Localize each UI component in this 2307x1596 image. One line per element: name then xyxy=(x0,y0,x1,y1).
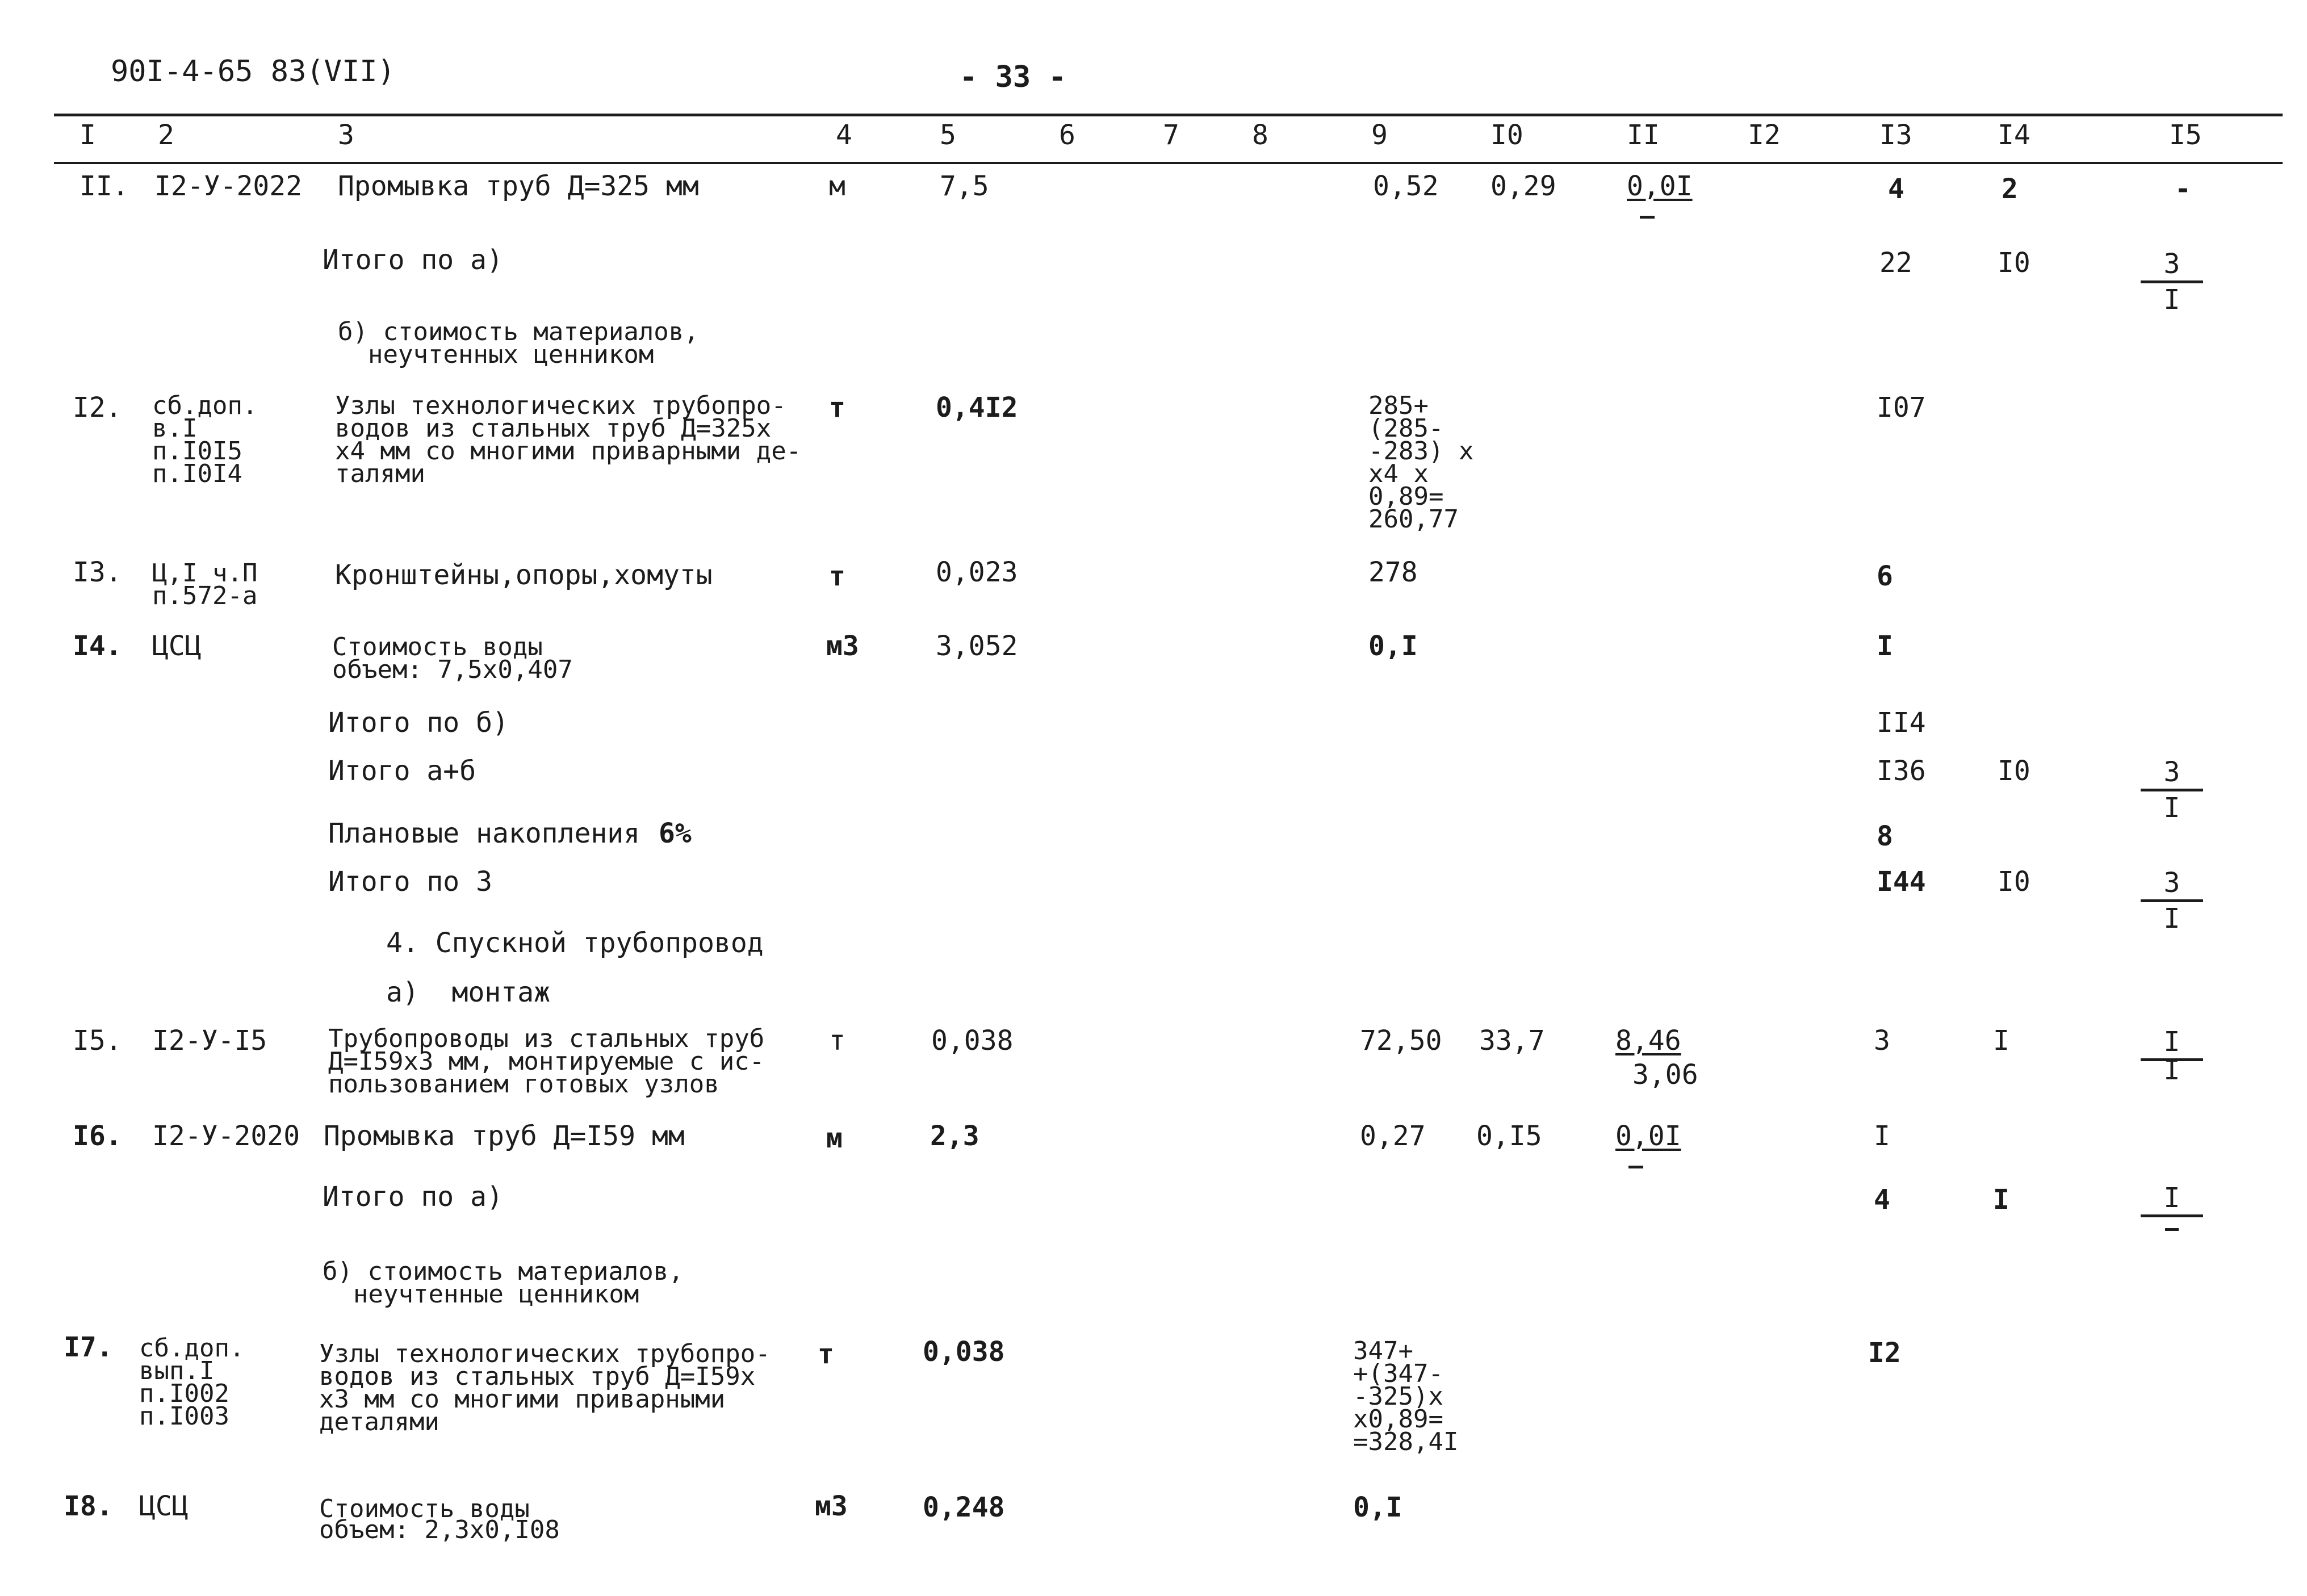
col14-value: I0 xyxy=(1998,247,2030,279)
col9-value: 285+ xyxy=(1368,391,1429,420)
col15-fraction xyxy=(2141,1184,2203,1217)
fraction-numerator: 3 xyxy=(2141,250,2203,283)
col11-value: 0,0I xyxy=(1627,170,1693,202)
quantity: 3,052 xyxy=(936,630,1018,662)
subtotal-label: Плановые накопления xyxy=(328,818,640,849)
item-name: Стоимость воды xyxy=(332,632,543,661)
subtotal-label: Итого по а) xyxy=(323,244,503,276)
row-number: I7. xyxy=(64,1331,113,1363)
col13-value: I xyxy=(1877,630,1893,662)
col13-value: I xyxy=(1874,1120,1890,1152)
rate-code: п.I0I5 xyxy=(152,437,242,466)
rate-code: п.572-а xyxy=(152,581,258,610)
row-number: I3. xyxy=(73,556,122,588)
fraction-denominator: I xyxy=(2163,792,2180,824)
row-number: I2. xyxy=(73,392,122,424)
col9-value: +(347- xyxy=(1353,1359,1443,1388)
section-line: неучтенные ценником xyxy=(353,1280,639,1309)
col10-value: 0,I5 xyxy=(1476,1120,1542,1152)
col9-value: 0,I xyxy=(1368,630,1418,662)
rate-code: п.I002 xyxy=(139,1379,229,1408)
unit: т xyxy=(829,1025,845,1057)
item-name: х4 мм со многими приварными де- xyxy=(335,437,802,466)
fraction-numerator: 3 xyxy=(2141,869,2203,902)
rate-code: I2-У-2022 xyxy=(154,170,303,202)
col15-value: - xyxy=(2175,173,2191,205)
column-header: I5 xyxy=(2169,119,2202,151)
section-line: неучтенных ценником xyxy=(368,340,654,369)
col14-value: I0 xyxy=(1998,755,2030,787)
quantity: 0,248 xyxy=(923,1492,1005,1523)
fraction-numerator: 3 xyxy=(2141,758,2203,791)
subtotal-label: Итого по 3 xyxy=(328,866,492,898)
col11-value: 3,06 xyxy=(1632,1059,1698,1091)
column-header: I4 xyxy=(1998,119,2030,151)
section-line: б) стоимость материалов, xyxy=(323,1257,684,1286)
item-name: объем: 7,5х0,407 xyxy=(332,655,573,684)
subtotal-label: Итого а+б xyxy=(328,755,476,787)
column-header: II xyxy=(1627,119,1660,151)
column-header: I3 xyxy=(1879,119,1912,151)
unit: м xyxy=(829,170,845,202)
item-name: Стоимость воды xyxy=(319,1494,530,1523)
rate-code: сб.доп. xyxy=(152,391,258,420)
rate-code: в.I xyxy=(152,414,198,443)
col10-value: 33,7 xyxy=(1479,1025,1545,1057)
col9-value: (285- xyxy=(1368,414,1444,443)
column-header: I2 xyxy=(1748,119,1781,151)
item-name: Кронштейны,опоры,хомуты xyxy=(335,559,713,591)
row-number: I5. xyxy=(73,1025,122,1057)
section-subtitle: а) монтаж xyxy=(386,977,550,1008)
col9-value: 347+ xyxy=(1353,1337,1413,1365)
col9-value: 0,89= xyxy=(1368,482,1444,511)
column-header: 6 xyxy=(1059,119,1075,151)
rate-code: ЦСЦ xyxy=(152,630,202,662)
column-header: 3 xyxy=(338,119,354,151)
rate-code: Ц,I ч.П xyxy=(152,559,258,588)
quantity: 0,038 xyxy=(923,1336,1005,1368)
unit: м xyxy=(826,1122,843,1154)
col13-value: I36 xyxy=(1877,755,1926,787)
item-name: пользованием готовых узлов xyxy=(328,1070,719,1099)
unit: м3 xyxy=(826,630,859,662)
col13-value: 3 xyxy=(1874,1025,1890,1057)
col13-value: I07 xyxy=(1877,392,1926,424)
rate-code: п.I0I4 xyxy=(152,459,242,488)
fraction-numerator: I xyxy=(2141,1184,2203,1217)
col13-value: I44 xyxy=(1877,866,1926,898)
col9-value: 260,77 xyxy=(1368,505,1459,534)
item-name: Узлы технологических трубопро- xyxy=(319,1339,771,1368)
rate-code: п.I003 xyxy=(139,1402,229,1431)
section-title: 4. Спускной трубопровод xyxy=(386,927,764,959)
unit: м3 xyxy=(815,1490,848,1522)
percentage: 6% xyxy=(659,818,692,849)
item-name: талями xyxy=(335,459,425,488)
column-header: I xyxy=(79,119,96,151)
col15-fraction xyxy=(2141,1026,2203,1086)
col9-value: 0,I xyxy=(1353,1492,1402,1523)
document-code: 90I-4-65 83(VII) xyxy=(111,55,395,89)
item-name: х3 мм со многими приварными xyxy=(319,1385,726,1414)
column-header: 4 xyxy=(836,119,852,151)
unit: т xyxy=(829,392,845,424)
col13-value: II4 xyxy=(1877,707,1926,739)
col9-value: -325)х xyxy=(1353,1382,1443,1411)
col14-value: 2 xyxy=(2002,173,2018,205)
col13-value: 22 xyxy=(1879,247,1912,279)
fraction-denominator: I xyxy=(2163,1054,2180,1086)
column-header: 2 xyxy=(158,119,174,151)
quantity: 0,4I2 xyxy=(936,392,1018,424)
item-name: Д=I59х3 мм, монтируемые с ис- xyxy=(328,1047,765,1076)
rate-code: ЦСЦ xyxy=(139,1490,189,1522)
rate-code: вып.I xyxy=(139,1356,215,1385)
col13-value: I2 xyxy=(1868,1337,1901,1369)
col11-value: 8,46 xyxy=(1615,1025,1681,1057)
quantity: 0,023 xyxy=(936,556,1018,588)
item-name: Узлы технологических трубопро- xyxy=(335,391,786,420)
col13-value: 8 xyxy=(1877,820,1893,852)
item-name: водов из стальных труб Д=325х xyxy=(335,414,772,443)
item-name: Трубопроводы из стальных труб xyxy=(328,1024,765,1053)
col13-value: 4 xyxy=(1888,173,1904,205)
column-header: 9 xyxy=(1371,119,1388,151)
rate-code: I2-У-I5 xyxy=(152,1025,267,1057)
table-top-rule xyxy=(54,114,2283,116)
column-header: 8 xyxy=(1252,119,1268,151)
section-line: б) стоимость материалов, xyxy=(338,317,699,346)
item-name: Промывка труб Д=I59 мм xyxy=(324,1120,685,1152)
dash-mark xyxy=(1640,216,1655,219)
subtotal-label: Итого по б) xyxy=(328,707,509,739)
col9-value: =328,4I xyxy=(1353,1427,1459,1456)
row-number: II. xyxy=(79,170,129,202)
col9-value: х4 х xyxy=(1368,459,1429,488)
col14-value: I xyxy=(1993,1184,2009,1216)
column-header: I0 xyxy=(1490,119,1523,151)
unit: т xyxy=(818,1338,834,1370)
col14-value: I xyxy=(1993,1025,2009,1057)
fraction-denominator: I xyxy=(2163,903,2180,935)
rate-code: I2-У-2020 xyxy=(152,1120,300,1152)
fraction-denominator: I xyxy=(2163,284,2180,316)
col9-value: 0,27 xyxy=(1360,1120,1426,1152)
item-name: деталями xyxy=(319,1408,439,1436)
col15-fraction xyxy=(2141,250,2203,314)
item-name: водов из стальных труб Д=I59х xyxy=(319,1362,756,1391)
col9-value: х0,89= xyxy=(1353,1405,1443,1434)
row-number: I6. xyxy=(73,1120,122,1152)
quantity: 0,038 xyxy=(931,1025,1014,1057)
rate-code: сб.доп. xyxy=(139,1334,245,1363)
col14-value: I0 xyxy=(1998,866,2030,898)
subtotal-label: Итого по а) xyxy=(323,1181,503,1213)
header-bottom-rule xyxy=(54,162,2283,164)
column-header: 7 xyxy=(1163,119,1179,151)
unit: т xyxy=(829,560,845,592)
col11-value: 0,0I xyxy=(1615,1120,1681,1152)
quantity: 2,3 xyxy=(930,1120,979,1152)
col10-value: 0,29 xyxy=(1490,170,1556,202)
col13-value: 4 xyxy=(1874,1184,1890,1216)
col15-fraction xyxy=(2141,869,2203,933)
item-name: Промывка труб Д=325 мм xyxy=(338,170,699,202)
col15-fraction xyxy=(2141,758,2203,822)
col9-value: 0,52 xyxy=(1373,170,1439,202)
dash-mark xyxy=(2165,1228,2179,1231)
col9-value: 278 xyxy=(1368,556,1418,588)
quantity: 7,5 xyxy=(940,170,989,202)
row-number: I4. xyxy=(73,630,122,662)
fraction-numerator: I xyxy=(2141,1028,2203,1061)
column-header: 5 xyxy=(940,119,956,151)
item-name: объем: 2,3х0,I08 xyxy=(319,1515,560,1544)
dash-mark xyxy=(1628,1166,1643,1168)
col9-value: -283) х xyxy=(1368,437,1474,466)
page-number: - 33 - xyxy=(960,60,1066,94)
row-number: I8. xyxy=(64,1490,113,1522)
col9-value: 72,50 xyxy=(1360,1025,1442,1057)
col13-value: 6 xyxy=(1877,560,1893,592)
